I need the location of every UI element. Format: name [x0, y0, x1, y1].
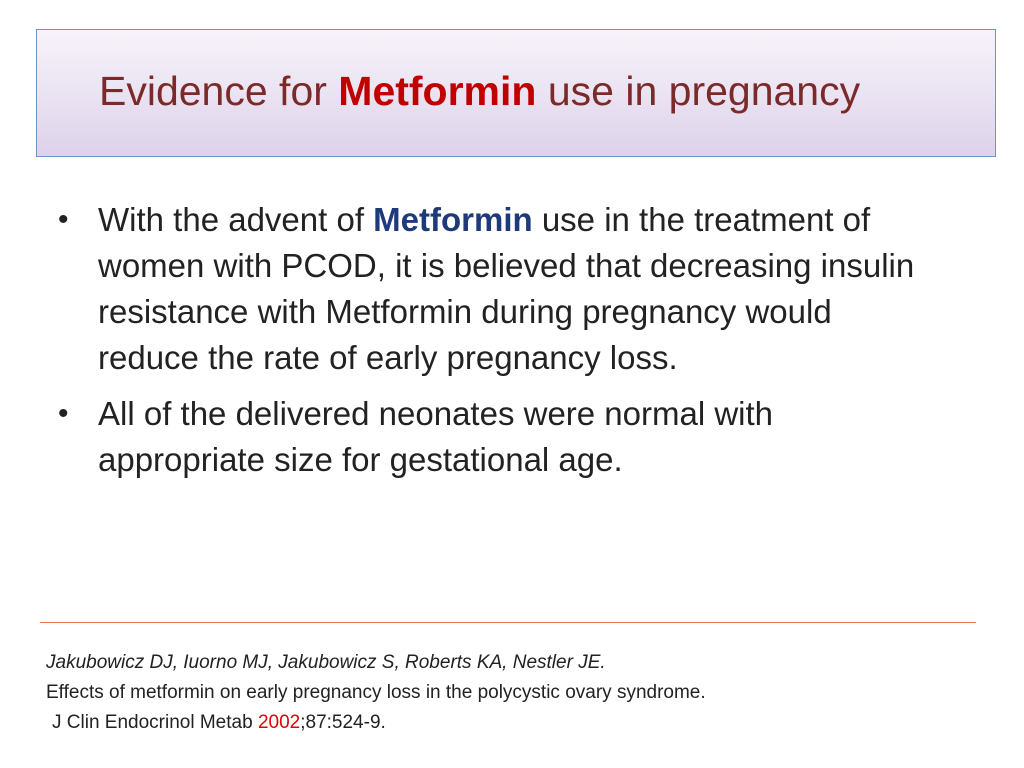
slide-title [99, 68, 860, 115]
bullet-text: All of the delivered neonates were normal with appropriate size for gestational age. [98, 395, 774, 478]
bullet-highlight: Metformin [373, 201, 533, 238]
reference [46, 648, 706, 738]
bullet-list [58, 197, 938, 493]
bullet-text-before: With the advent of [98, 201, 374, 238]
title-suffix: use in pregnancy [536, 68, 861, 114]
reference-journal: J Clin Endocrinol Metab [52, 712, 258, 733]
title-prefix: Evidence for [99, 68, 339, 114]
bullet-item [58, 391, 938, 483]
bullet-item [58, 197, 938, 381]
reference-journal-line [46, 708, 706, 738]
bullet-text-after: use in the treatment of women with PCOD, it is believed that decreasing insulin resistance with Metformin during pregnancy would reduce the rate of early pregnancy loss. [98, 201, 915, 376]
bullet-icon: • [58, 203, 69, 236]
title-highlight: Metformin [338, 68, 537, 114]
reference-article: Effects of metformin on early pregnancy loss in the polycystic ovary syndrome. [46, 682, 706, 703]
bullet-icon: • [58, 397, 69, 430]
divider [40, 622, 976, 623]
title-box [36, 29, 996, 157]
reference-citation: ;87:524-9. [300, 712, 386, 733]
reference-year: 2002 [257, 712, 301, 733]
reference-authors: Jakubowicz DJ, Iuorno MJ, Jakubowicz S, Roberts KA, Nestler JE. [46, 652, 606, 673]
